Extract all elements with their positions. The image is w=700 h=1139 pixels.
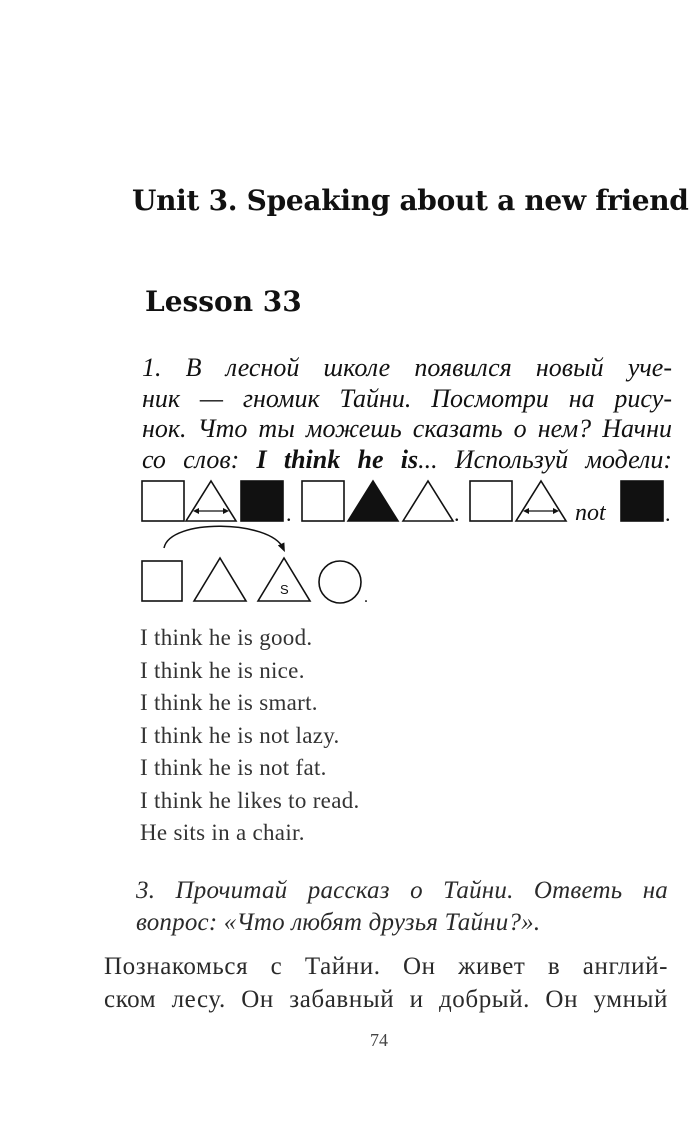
page-number: 74	[370, 1030, 388, 1050]
model-3-period: .	[665, 501, 671, 526]
square-model-icon	[142, 481, 184, 521]
story-line-1: Познакомься с Тайни. Он живет в англий-	[104, 953, 668, 980]
sentence-item: I think he likes to read.	[140, 787, 360, 813]
triangle-model-icon	[516, 481, 566, 521]
model-2-period: .	[454, 501, 460, 526]
task-1-line-3: нок. Что ты можешь сказать о нем? Начни	[142, 414, 672, 443]
black-square-model-icon	[621, 481, 663, 521]
task-1-instructions	[142, 353, 672, 475]
sentence-item: I think he is good.	[140, 625, 313, 650]
curved-arrow-icon	[164, 526, 283, 548]
sentence-item: I think he is not lazy.	[140, 722, 340, 748]
task-1-line-4-end: ... Используй модели:	[418, 444, 673, 474]
square-model-icon	[142, 561, 182, 601]
model-4-period: .	[364, 589, 368, 606]
story-text	[104, 950, 668, 1016]
triangle-model-icon	[194, 558, 246, 601]
task-1-line-4-start: со слов:	[142, 444, 257, 474]
story-line-2: ском лесу. Он забавный и добрый. Он умный	[104, 986, 668, 1013]
task-3-instructions	[136, 875, 668, 939]
square-model-icon	[302, 481, 344, 521]
circle-model-icon	[319, 561, 361, 603]
task-1-line-1: 1. В лесной школе появился новый уче-	[142, 353, 672, 382]
task-3-line-1: 3. Прочитай рассказ о Тайни. Ответь на	[136, 877, 668, 904]
example-sentences	[140, 622, 360, 850]
unit-title: Unit 3. Speaking about a new friend	[132, 184, 689, 217]
lesson-title: Lesson 33	[145, 285, 302, 318]
sentence-item: I think he is nice.	[140, 657, 305, 683]
triangle-model-icon	[186, 481, 236, 521]
sentence-item: He sits in a chair.	[140, 820, 305, 845]
sentence-models	[0, 478, 700, 618]
triangle-model-icon	[403, 481, 453, 521]
task-1-line-2: ник — гномик Тайни. Посмотри на рису-	[142, 383, 672, 413]
black-square-model-icon	[241, 481, 283, 521]
black-triangle-model-icon	[348, 481, 398, 521]
task-3-line-2: вопрос: «Что любят друзья Тайни?».	[136, 909, 541, 936]
task-1-line-4	[142, 445, 672, 476]
model-1-period: .	[286, 501, 292, 526]
not-label: not	[575, 500, 606, 526]
sentence-item: I think he is not fat.	[140, 755, 327, 780]
square-model-icon	[470, 481, 512, 521]
sentence-item: I think he is smart.	[140, 690, 318, 715]
key-phrase: I think he is	[256, 444, 419, 474]
s-label: S	[280, 582, 289, 597]
